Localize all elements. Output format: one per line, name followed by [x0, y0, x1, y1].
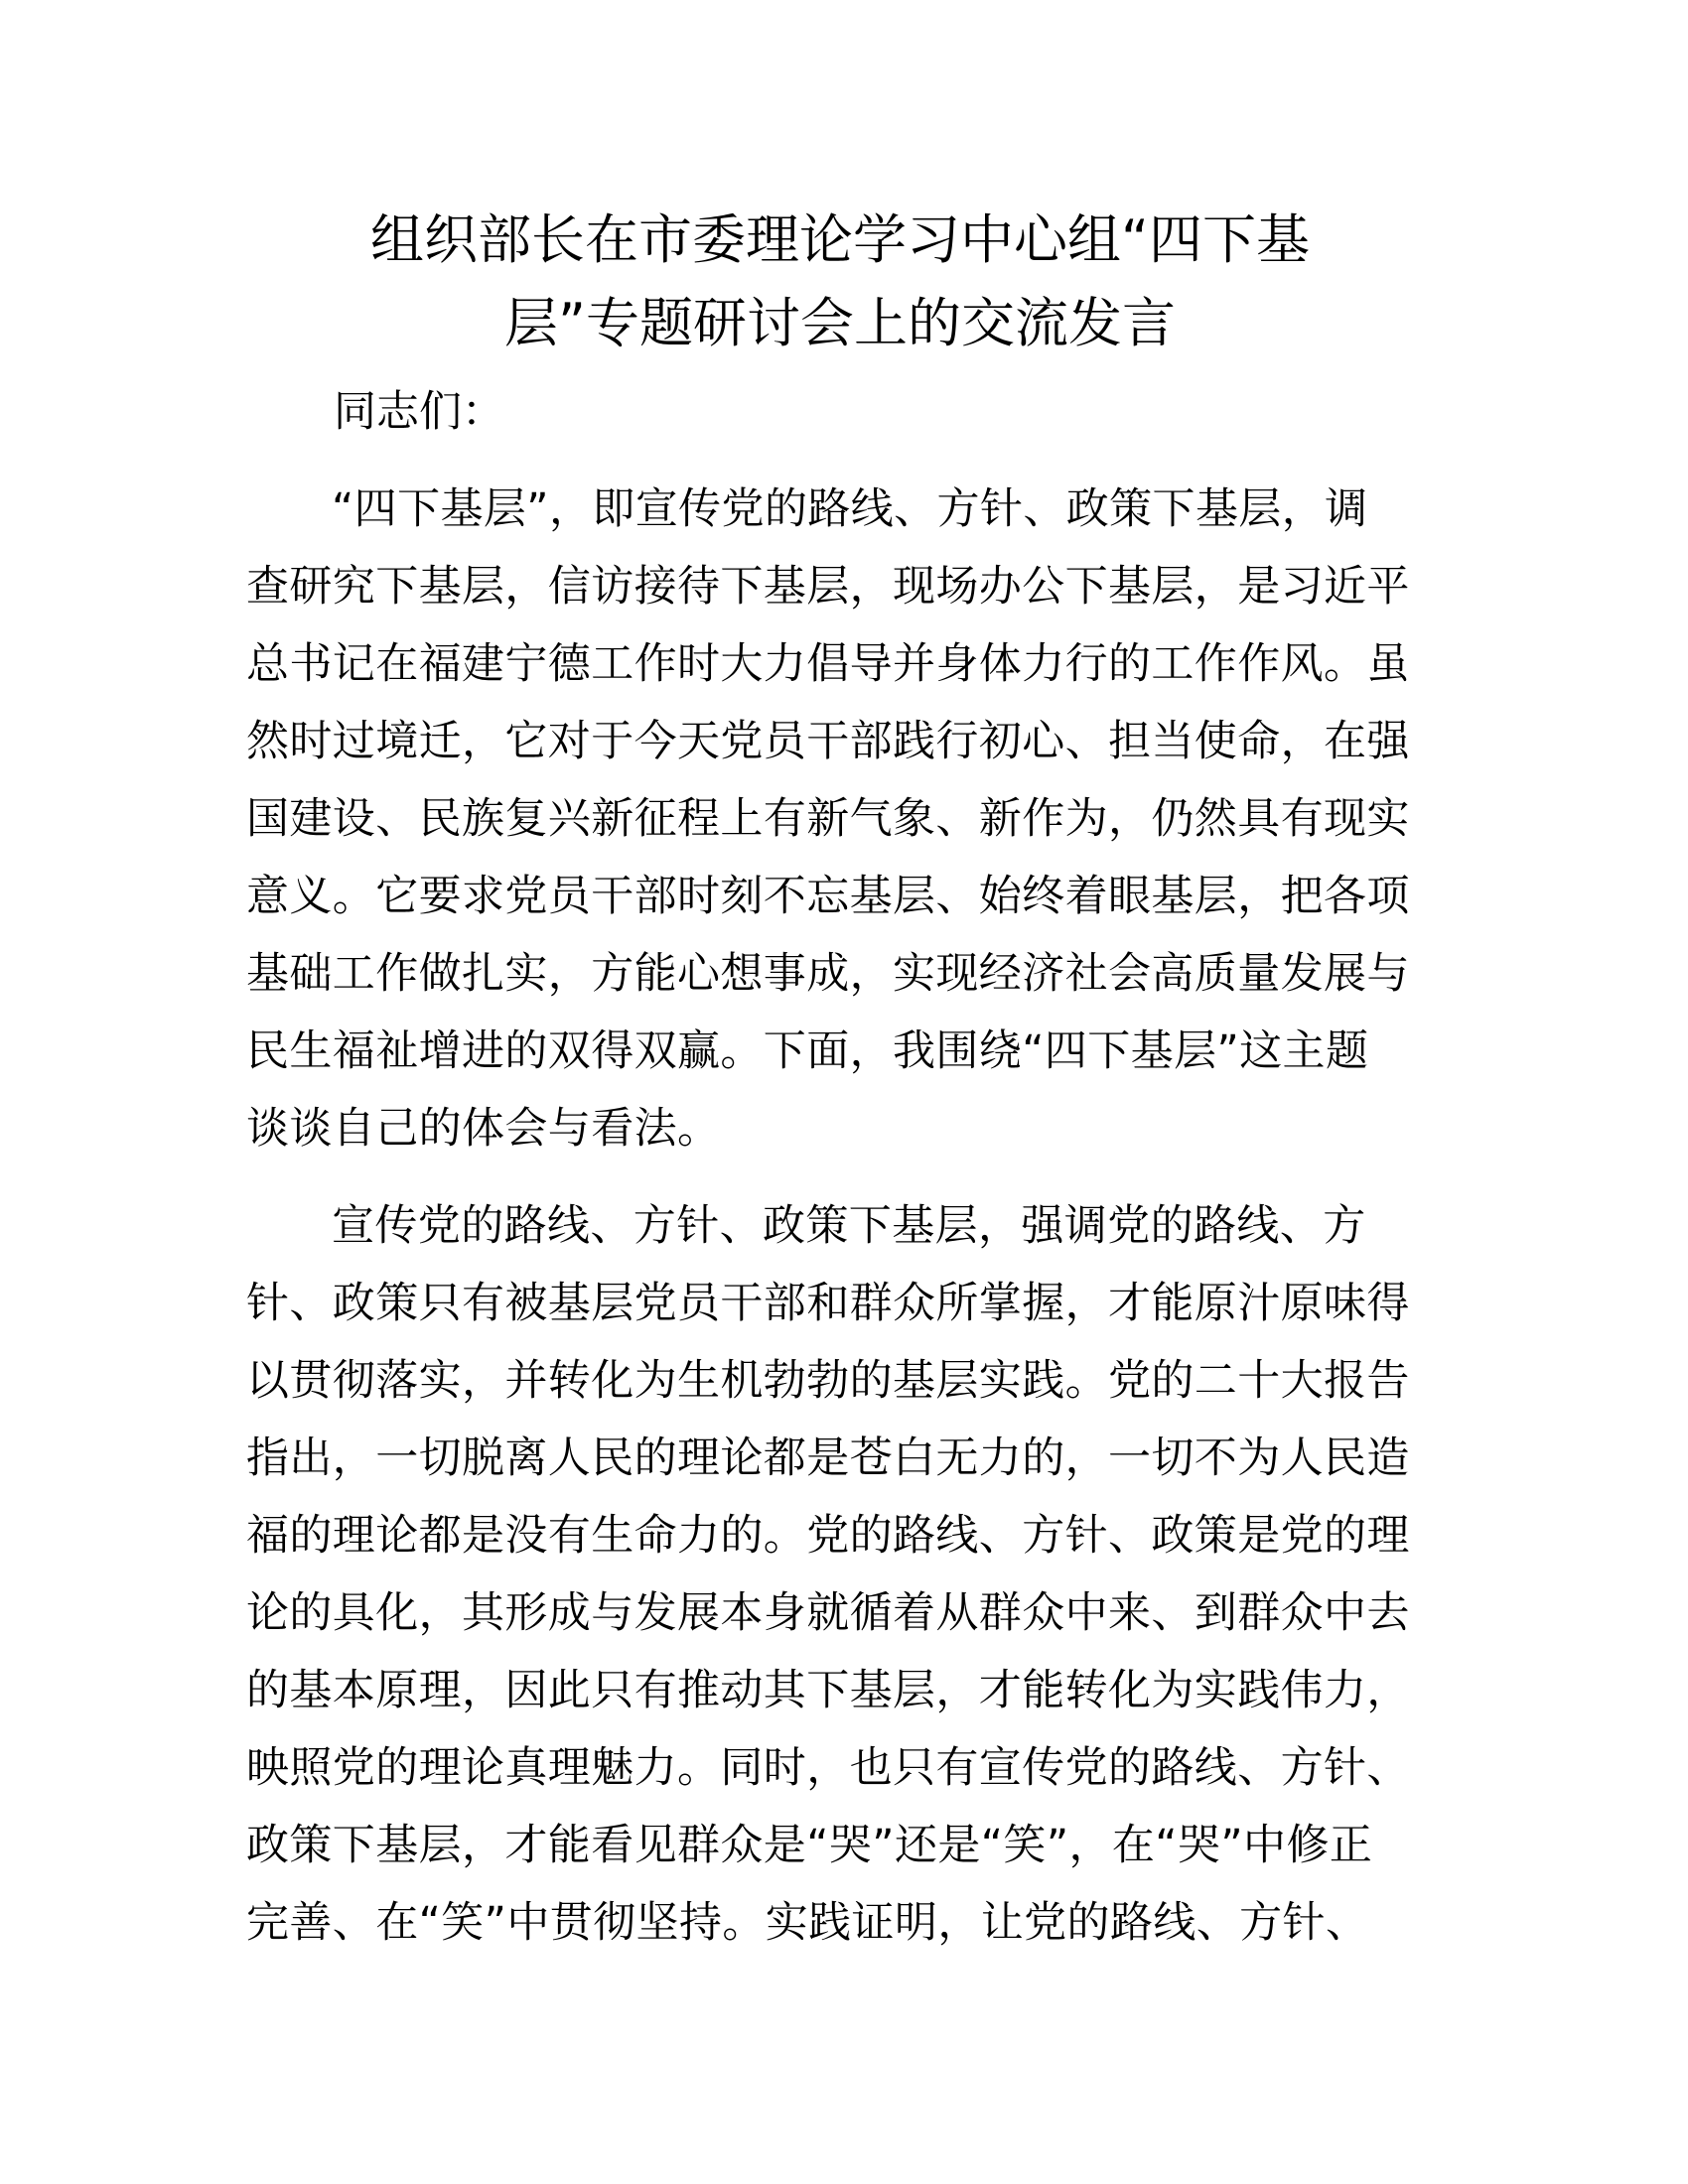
text-line: 福的理论都是没有生命力的。党的路线、方针、政策是党的理 [246, 1511, 1410, 1561]
text-line: 的基本原理，因此只有推动其下基层，才能转化为实践伟力， [246, 1666, 1410, 1715]
paragraph-intro [246, 471, 1434, 1167]
text-line: 针、政策只有被基层党员干部和群众所掌握，才能原汁原味得 [246, 1279, 1410, 1328]
title-line: 组织部长在市委理论学习中心组“四下基 [370, 208, 1310, 271]
text-line: 意义。它要求党员干部时刻不忘基层、始终着眼基层，把各项 [246, 872, 1410, 921]
paragraph-propaganda [246, 1187, 1434, 1962]
text-line: 总书记在福建宁德工作时大力倡导并身体力行的工作作风。虽 [246, 639, 1410, 689]
text-line: 谈谈自己的体会与看法。 [246, 1104, 721, 1154]
text-line: 指出，一切脱离人民的理论都是苍白无力的，一切不为人民造 [246, 1433, 1410, 1483]
text-line: 映照党的理论真理魅力。同时，也只有宣传党的路线、方针、 [246, 1743, 1410, 1793]
text-line: 基础工作做扎实，方能心想事成，实现经济社会高质量发展与 [246, 949, 1410, 999]
text-line: 政策下基层，才能看见群众是“哭”还是“笑”，在“哭”中修正 [246, 1821, 1373, 1870]
document-title [314, 199, 1366, 365]
text-line: “四下基层”，即宣传党的路线、方针、政策下基层，调 [332, 484, 1368, 534]
text-line: 查研究下基层，信访接待下基层，现场办公下基层，是习近平 [246, 562, 1410, 612]
document-page [246, 199, 1434, 1962]
text-line: 国建设、民族复兴新征程上有新气象、新作为，仍然具有现实 [246, 794, 1410, 844]
title-line: 层”专题研讨会上的交流发言 [504, 292, 1176, 354]
text-line: 民生福祉增进的双得双赢。下面，我围绕“四下基层”这主题 [246, 1026, 1369, 1076]
text-line: 完善、在“笑”中贯彻坚持。实践证明，让党的路线、方针、 [246, 1898, 1369, 1948]
text-line: 以贯彻落实，并转化为生机勃勃的基层实践。党的二十大报告 [246, 1356, 1410, 1406]
salutation: 同志们： [334, 387, 504, 437]
text-line: 然时过境迁，它对于今天党员干部践行初心、担当使命，在强 [246, 717, 1410, 766]
text-line: 宣传党的路线、方针、政策下基层，强调党的路线、方 [332, 1201, 1366, 1251]
text-line: 论的具化，其形成与发展本身就循着从群众中来、到群众中去 [246, 1588, 1410, 1638]
